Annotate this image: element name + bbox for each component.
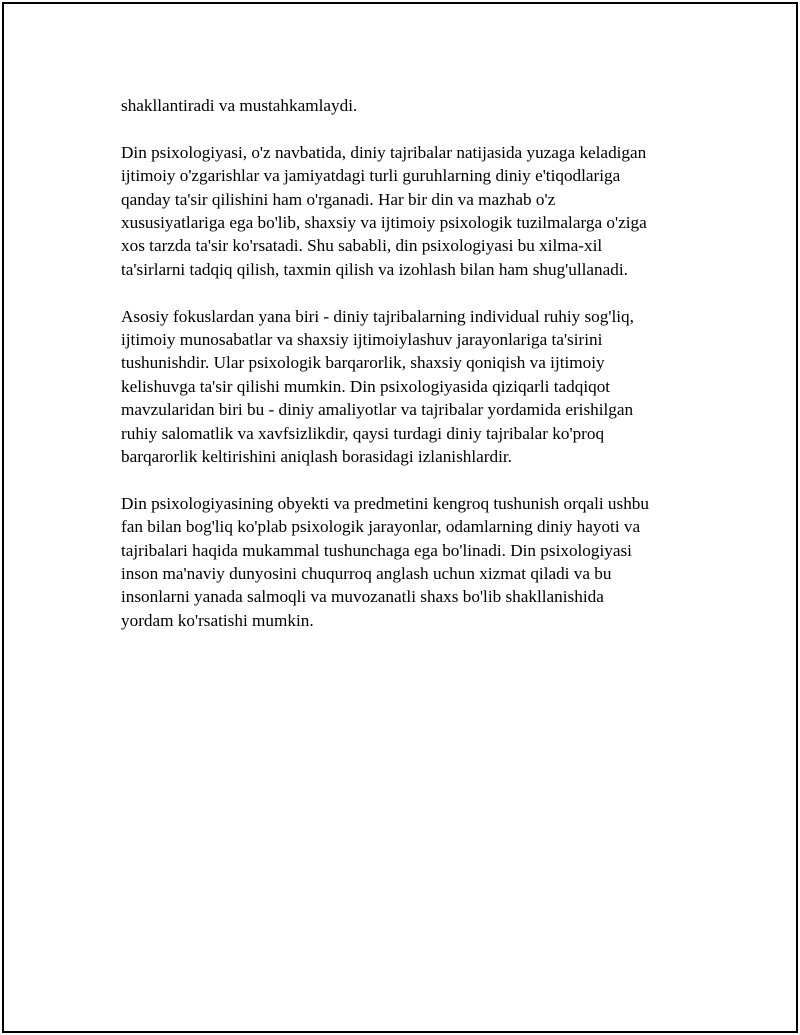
- page-frame: [2, 2, 798, 1033]
- paragraph-social-changes: Din psixologiyasi, o'z navbatida, diniy tajribalar natijasida yuzaga keladigan ijtimoiy o'zgarishlar va jamiyatdagi turli guruhlarning diniy e'tiqodlariga qanday ta'sir qilishini ham o'rganadi. Har bir din va mazhab o'z xususiyatlariga ega bo'lib, shaxsiy va ijtimoiy psixologik tuzilmalarga o'ziga xos tarzda ta'sir ko'rsatadi. Shu sababli, din psixologiyasi bu xilma-xil ta'sirlarni tadqiq qilish, taxmin qilish va izohlash bilan ham shug'ullanadi.: [121, 142, 647, 279]
- document-body: [121, 94, 706, 656]
- paragraph-continuation: shakllantiradi va mustahkamlaydi.: [121, 96, 358, 115]
- paragraph-main-focus: Asosiy fokuslardan yana biri - diniy tajribalarning individual ruhiy sog'liq, ijtimoiy munosabatlar va shaxsiy ijtimoiylashuv jarayonlariga ta'sirini tushunishdir. Ular psixologik barqarorlik, shaxsiy qoniqish va ijtimoiy kelishuvga ta'sir qilishi mumkin. Din psixologiyasida qiziqarli tadqiqot mavzularidan biri bu - diniy amaliyotlar va tajribalar yordamida erishilgan ruhiy salomatlik va xavfsizlikdir, qaysi turdagi diniy tajribalar ko'proq barqarorlik keltirishini aniqlash borasidagi izlanishlardir.: [121, 306, 634, 467]
- paragraph-conclusion: Din psixologiyasining obyekti va predmetini kengroq tushunish orqali ushbu fan bilan bog'liq ko'plab psixologik jarayonlar, odamlarning diniy hayoti va tajribalari haqida mukammal tushunchaga ega bo'linadi. Din psixologiyasi inson ma'naviy dunyosini chuqurroq anglash uchun xizmat qiladi va bu insonlarni yanada salmoqli va muvozanatli shaxs bo'lib shakllanishida yordam ko'rsatishi mumkin.: [121, 493, 649, 630]
